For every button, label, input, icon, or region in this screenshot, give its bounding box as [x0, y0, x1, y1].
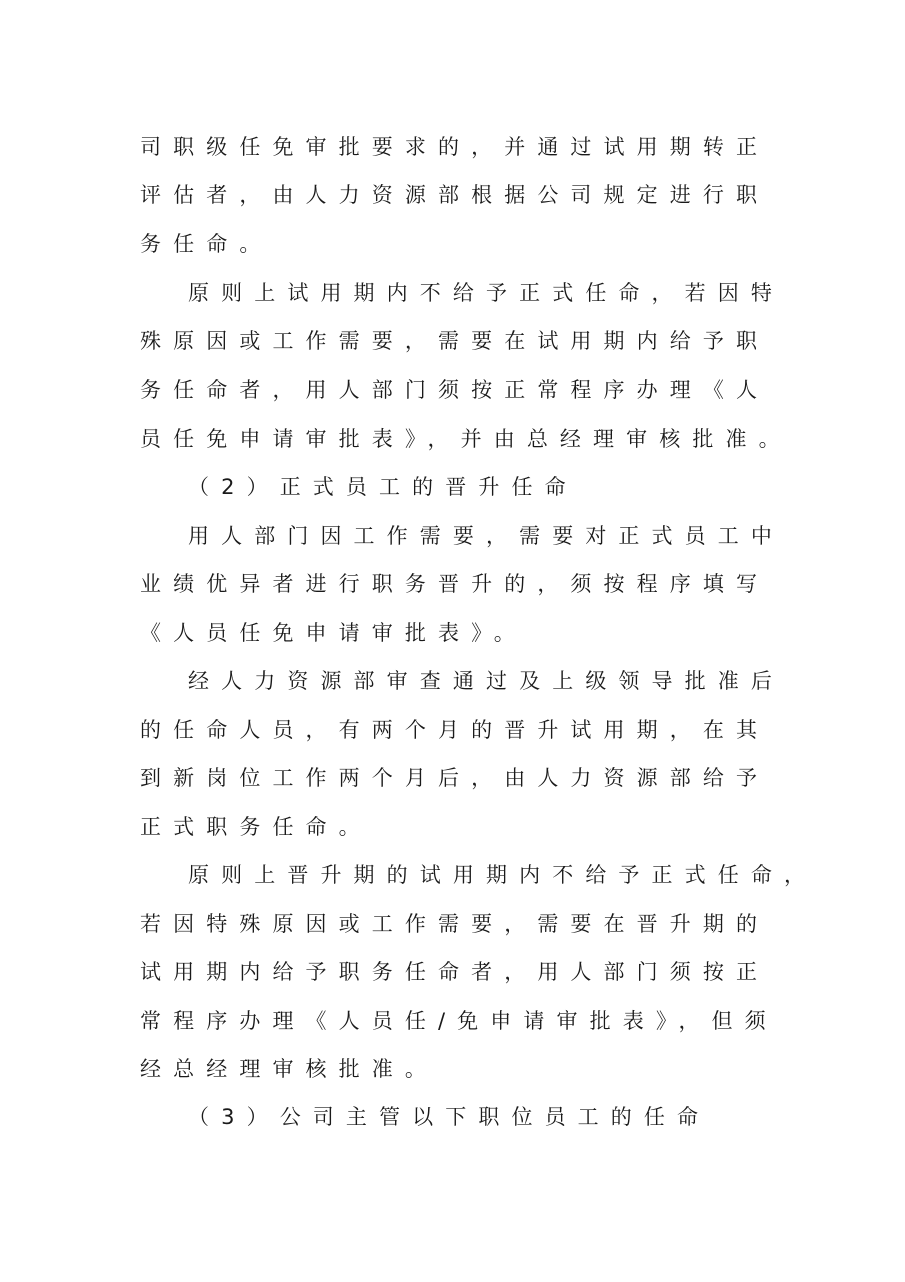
- text-line: 到新岗位工作两个月后，由人力资源部给予: [140, 766, 770, 790]
- text-line: 的任命人员，有两个月的晋升试用期，在其: [140, 718, 770, 742]
- text-line: 司职级任免审批要求的，并通过试用期转正: [140, 135, 770, 159]
- text-line: 业绩优异者进行职务晋升的，须按程序填写: [140, 572, 770, 596]
- text-line: 原则上晋升期的试用期内不给予正式任命，: [188, 863, 818, 887]
- text-line: 试用期内给予职务任命者，用人部门须按正: [140, 960, 770, 984]
- section-heading: （3）公司主管以下职位员工的任命: [188, 1105, 711, 1129]
- text-line: 若因特殊原因或工作需要，需要在晋升期的: [140, 912, 770, 936]
- text-line: 务任命。: [140, 232, 273, 256]
- text-line: 原则上试用期内不给予正式任命，若因特: [188, 281, 784, 305]
- text-line: 《人员任免申请审批表》。: [140, 621, 527, 645]
- text-line: 经人力资源部审查通过及上级领导批准后: [188, 669, 784, 693]
- text-line: 正式职务任命。: [140, 815, 372, 839]
- text-line: 常程序办理《人员任/免申请审批表》，但须: [140, 1009, 778, 1033]
- text-line: 经总经理审核批准。: [140, 1057, 438, 1081]
- text-line: 务任命者，用人部门须按正常程序办理《人: [140, 378, 770, 402]
- text-line: 殊原因或工作需要，需要在试用期内给予职: [140, 329, 770, 353]
- text-line: 评估者，由人力资源部根据公司规定进行职: [140, 183, 770, 207]
- section-heading: （2）正式员工的晋升任命: [188, 475, 578, 499]
- text-line: 员任免申请审批表》，并由总经理审核批准。: [140, 427, 792, 451]
- text-line: 用人部门因工作需要，需要对正式员工中: [188, 524, 784, 548]
